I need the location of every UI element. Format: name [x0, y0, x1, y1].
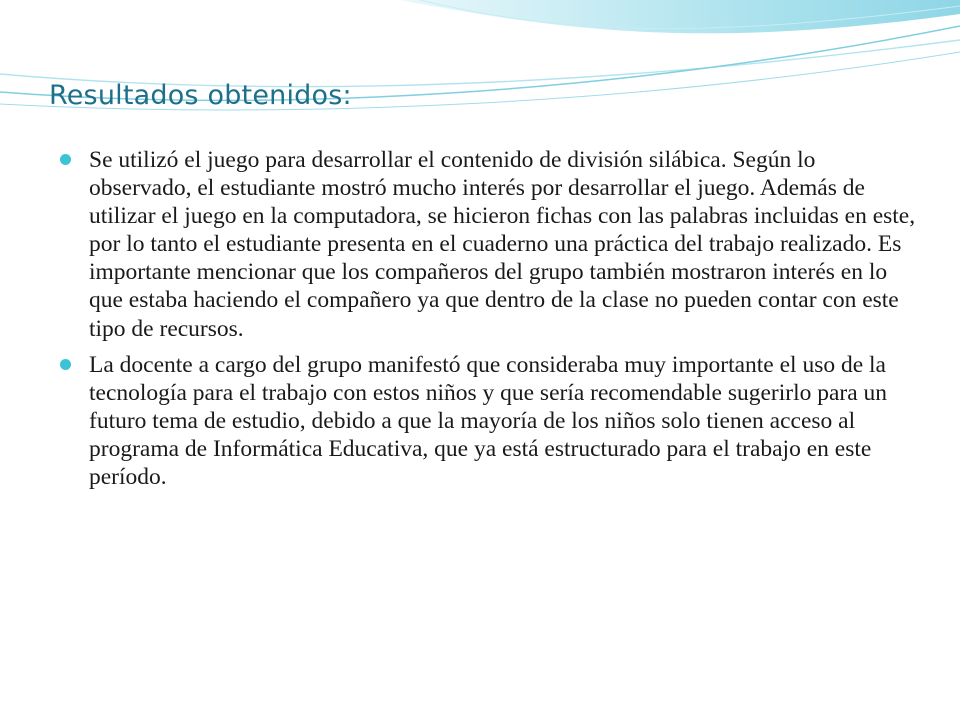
slide-title: Resultados obtenidos:	[49, 80, 352, 111]
bullet-dot-icon	[60, 154, 71, 165]
bullet-text: La docente a cargo del grupo manifestó que consideraba muy importante el uso de la tecnología para el trabajo con estos niños y que sería recomendable sugerirlo para un futuro tema de estudio, debido a que la mayoría de los niños solo tienen acceso al programa de Informática Educativa, que ya está estructurado para el trabajo en este período.	[89, 351, 888, 491]
bullet-item	[58, 351, 918, 491]
bullet-item	[58, 146, 918, 343]
bullet-dot-icon	[60, 359, 71, 370]
bullet-list	[58, 146, 918, 499]
bullet-text: Se utilizó el juego para desarrollar el contenido de división silábica. Según lo observado, el estudiante mostró mucho interés por desarrollar el juego. Además de utilizar el juego en la computadora, se hicieron fichas con las palabras incluidas en este, por lo tanto el estudiante presenta en el cuaderno una práctica del trabajo realizado. Es importante mencionar que los compañeros del grupo también mostraron interés en lo que estaba haciendo el compañero ya que dentro de la clase no pueden contar con este tipo de recursos.	[89, 147, 916, 342]
